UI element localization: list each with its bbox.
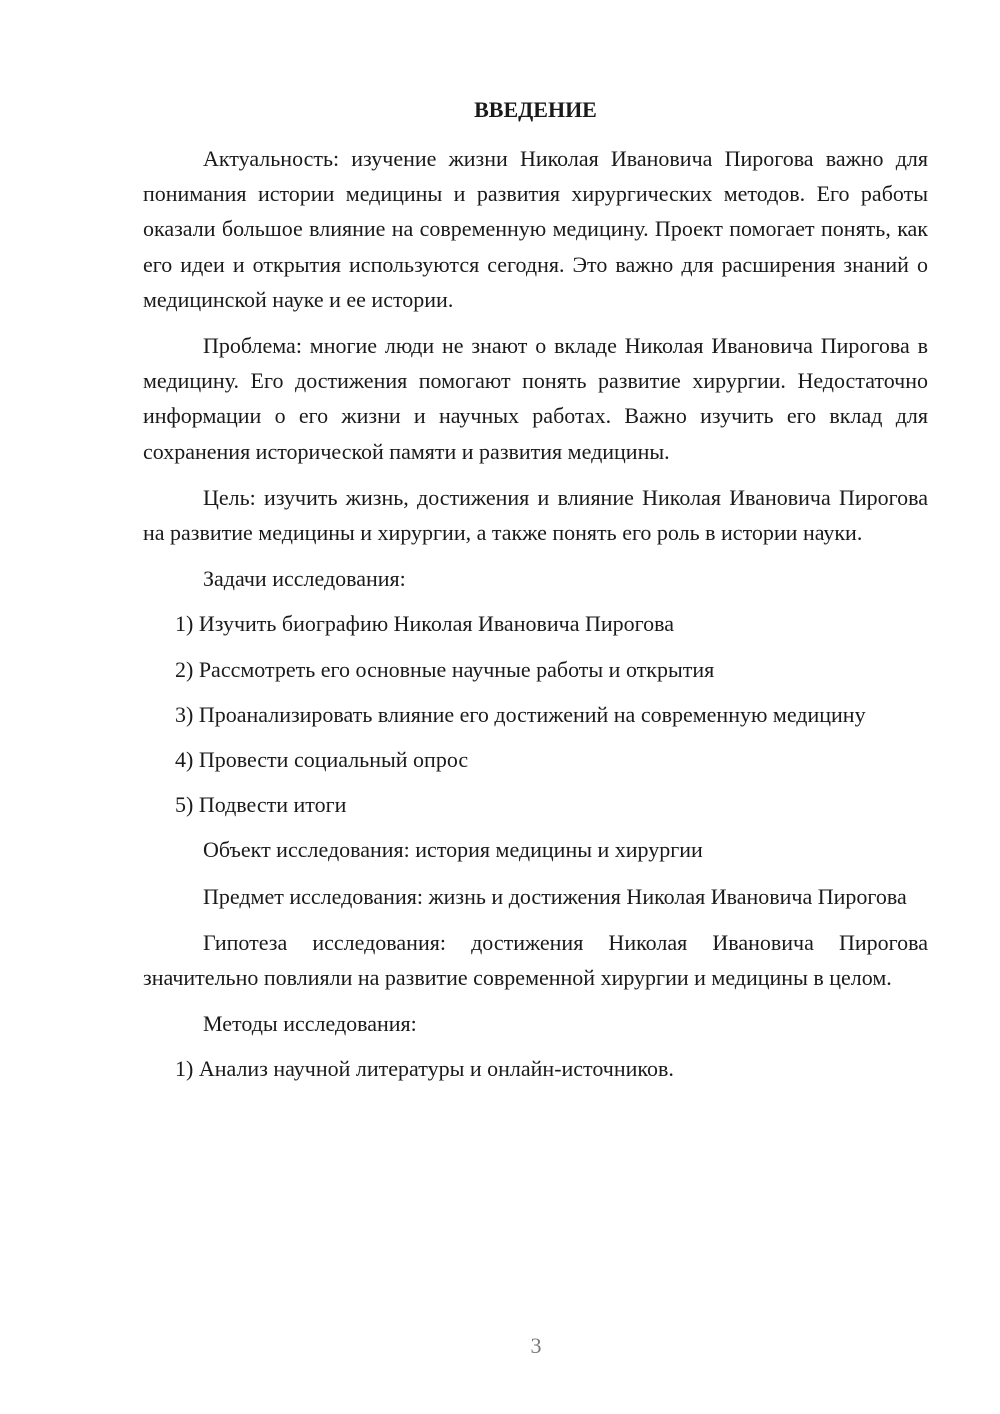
relevance-paragraph: Актуальность: изучение жизни Николая Ивановича Пирогова важно для понимания истории медицины и развития хирургических методов. Его работы оказали большое влияние на современную медицину. Проект помогает понять, как его идеи и открытия используются сегодня. Это важно для расширения знаний о медицинской науке и ее истории. [143,146,928,312]
task-item-5: 5) Подвести итоги [175,792,347,818]
page-content [143,96,928,1097]
tasks-title: Задачи исследования: [203,566,406,592]
section-heading: ВВЕДЕНИЕ [474,97,597,122]
goal-paragraph: Цель: изучить жизнь, достижения и влияние Николая Ивановича Пирогова на развитие медицины и хирургии, а также понять его роль в истории науки. [143,484,928,546]
research-subject: Предмет исследования: жизнь и достижения Николая Ивановича Пирогова [203,883,907,909]
task-item-3: 3) Проанализировать влияние его достижений на современную медицину [175,701,866,727]
task-item-2: 2) Рассмотреть его основные научные работы и открытия [175,656,715,682]
research-object: Объект исследования: история медицины и хирургии [203,837,703,863]
methods-title: Методы исследования: [203,1011,417,1037]
research-hypothesis: Гипотеза исследования: достижения Николая Ивановича Пирогова значительно повлияли на развитие современной хирургии и медицины в целом. [143,929,928,991]
page-number: 3 [530,1333,542,1358]
method-item-1: 1) Анализ научной литературы и онлайн-источников. [175,1056,674,1082]
problem-paragraph: Проблема: многие люди не знают о вкладе Николая Ивановича Пирогова в медицину. Его достижения помогают понять развитие хирургии. Недостаточно информации о его жизни и научных работах. Важно изучить его вклад для сохранения исторической памяти и развития медицины. [143,333,928,464]
task-item-4: 4) Провести социальный опрос [175,747,469,773]
task-item-1: 1) Изучить биографию Николая Ивановича Пирогова [175,611,674,637]
